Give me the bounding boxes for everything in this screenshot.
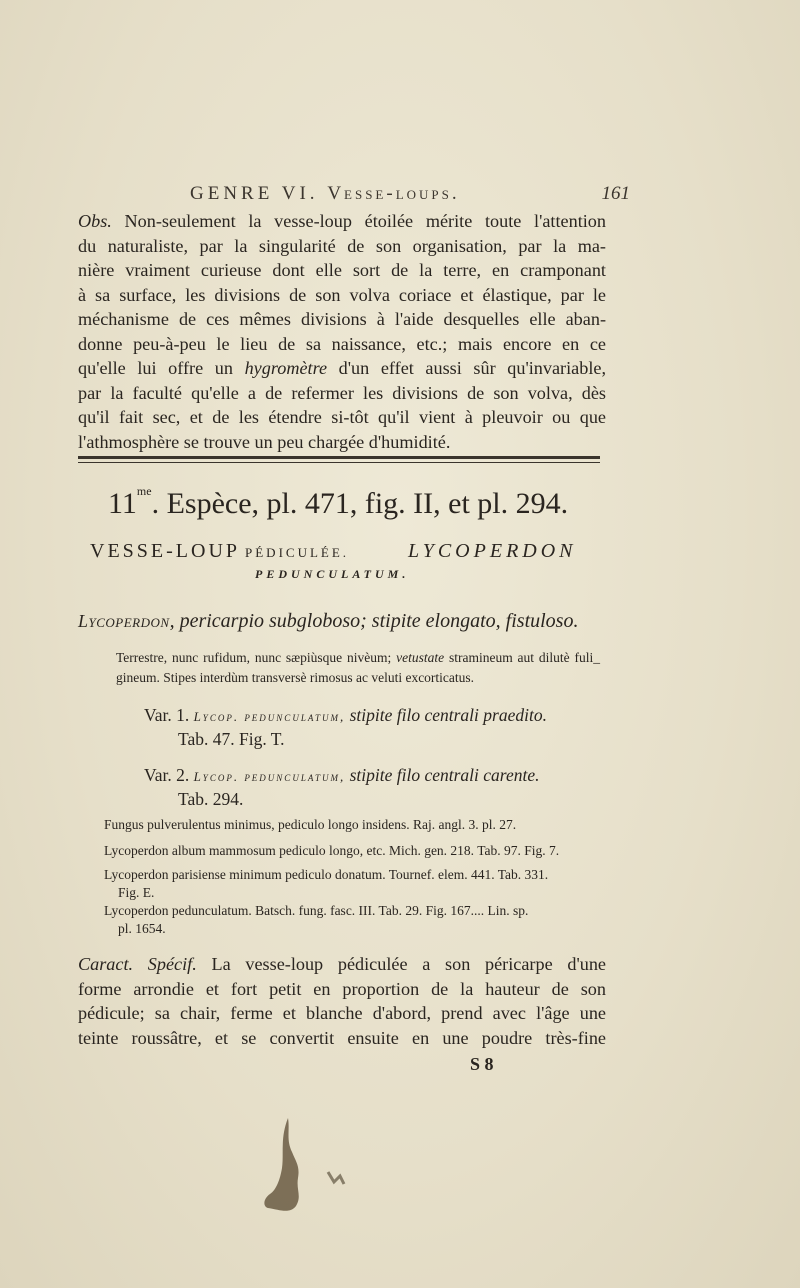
variety-1-latin: Lycop. pedunculatum,	[193, 709, 346, 724]
species-rest: . Espèce, pl. 471, fig. II, et pl. 294.	[151, 487, 569, 520]
synonym-4-line-2: pl. 1654.	[118, 921, 166, 936]
genre-name: Vesse-loups.	[327, 183, 460, 204]
french-epithet: PÉDICULÉE.	[245, 545, 350, 560]
obs-line-3: nière vraiment curieuse dont elle sort de la terre, en cramponant	[78, 260, 606, 280]
variety-2	[144, 764, 604, 810]
vetustate-word: vetustate	[396, 650, 445, 665]
obs-line-10: l'athmosphère se trouve un peu chargée d'humidité.	[78, 431, 451, 452]
genre-word: GENRE	[190, 183, 274, 204]
variety-1	[144, 704, 604, 750]
variety-2-latin: Lycop. pedunculatum,	[193, 769, 346, 784]
hygrometre-word: hygromètre	[244, 358, 328, 378]
page-number: 161	[601, 183, 630, 204]
variety-1-label: Var. 1.	[144, 705, 190, 725]
running-header	[190, 183, 630, 209]
obs-line-1	[78, 209, 606, 234]
synonym-2-line-1: Lycoperdon album mammosum pediculo longo, etc. Mich. gen. 218. Tab. 97. Fig. 7.	[104, 843, 560, 858]
signature-mark: S 8	[470, 1054, 494, 1074]
obs-line-1-text: Non-seulement la vesse-loup étoilée mérite toute l'attention	[111, 211, 606, 231]
species-suffix: me	[136, 484, 152, 498]
caract-line-2: forme arrondie et fort petit en proportion de la hauteur de son	[78, 978, 606, 999]
caract-label: Caract. Spécif.	[78, 954, 197, 974]
genre-number: VI.	[281, 183, 319, 204]
obs-line-4: à sa surface, les divisions de son volva coriace et élastique, par le	[78, 284, 606, 305]
latin-diagnosis	[78, 610, 608, 633]
variety-1-desc: stipite filo centrali praedito.	[345, 705, 547, 725]
species-name-row	[90, 540, 610, 563]
synonym-2	[104, 842, 604, 860]
caract-line-4: teinte roussâtre, et se convertit ensuite en une poudre très-fine	[78, 1027, 606, 1048]
latin-description	[116, 648, 600, 688]
specific-character	[78, 952, 606, 1050]
species-number: 11	[108, 487, 137, 520]
section-rule-thick	[78, 456, 600, 459]
obs-line-8: par la faculté qu'elle a de refermer les divisions de son volva, dès	[78, 382, 606, 403]
caract-line-1-text: La vesse-loup pédiculée a son péricarpe d'une	[196, 954, 606, 974]
latin-epithet: PEDUNCULATUM.	[255, 567, 410, 581]
synonym-4-line-1: Lycoperdon pedunculatum. Batsch. fung. fasc. III. Tab. 29. Fig. 167.... Lin. sp.	[104, 903, 529, 918]
description-line-1-rest: stramineum aut dilutè fuli_	[444, 650, 600, 665]
obs-label: Obs.	[78, 211, 112, 231]
variety-2-desc: stipite filo centrali carente.	[345, 765, 540, 785]
obs-line-7-rest: d'un effet aussi sûr qu'invariable,	[327, 358, 606, 378]
diagnosis-text: , pericarpio subgloboso; stipite elongato, fistuloso.	[169, 610, 579, 632]
observation-paragraph	[78, 209, 606, 454]
obs-line-5: méchanisme de ces mêmes divisions à l'aide desquelles elle aban-	[78, 309, 606, 329]
caract-line-3: pédicule; sa chair, ferme et blanche d'abord, prend avec l'âge une	[78, 1003, 606, 1023]
section-rule-thin	[78, 462, 600, 463]
synonym-3-line-2: Fig. E.	[118, 885, 155, 900]
variety-2-tab: Tab. 294.	[178, 789, 244, 809]
description-line-1	[116, 648, 600, 668]
description-line-2: gineum. Stipes interdùm transversè rimosus ac veluti excorticatus.	[116, 670, 475, 685]
synonym-4	[104, 902, 604, 938]
caract-line-1	[78, 952, 606, 977]
description-line-1-start: Terrestre, nunc rufidum, nunc sæpiùsque nivèum;	[116, 650, 397, 665]
obs-line-6: donne peu-à-peu le lieu de sa naissance, etc.; mais encore en ce	[78, 333, 606, 354]
synonym-3-line-1: Lycoperdon parisiense minimum pediculo donatum. Tournef. elem. 441. Tab. 331.	[104, 867, 549, 882]
genre-title	[190, 183, 460, 205]
variety-2-label: Var. 2.	[144, 765, 190, 785]
french-name: VESSE-LOUP	[90, 540, 241, 562]
synonym-3	[104, 866, 604, 902]
latin-genus: LYCOPERDON	[408, 540, 577, 562]
obs-line-2: du naturaliste, par la singularité de son organisation, par la ma-	[78, 235, 606, 256]
obs-line-7	[78, 356, 606, 381]
ink-stain-icon	[240, 1110, 360, 1230]
variety-1-tab: Tab. 47. Fig. T.	[178, 729, 285, 749]
obs-line-7-start: qu'elle lui offre un	[78, 358, 245, 378]
synonym-1	[104, 816, 604, 834]
synonym-1-line-1: Fungus pulverulentus minimus, pediculo longo insidens. Raj. angl. 3. pl. 27.	[104, 817, 517, 832]
species-heading	[108, 484, 608, 521]
diagnosis-genus: Lycoperdon	[78, 611, 170, 631]
obs-line-9: qu'il fait sec, et de les étendre si-tôt qu'il vient à pleuvoir ou que	[78, 407, 606, 427]
